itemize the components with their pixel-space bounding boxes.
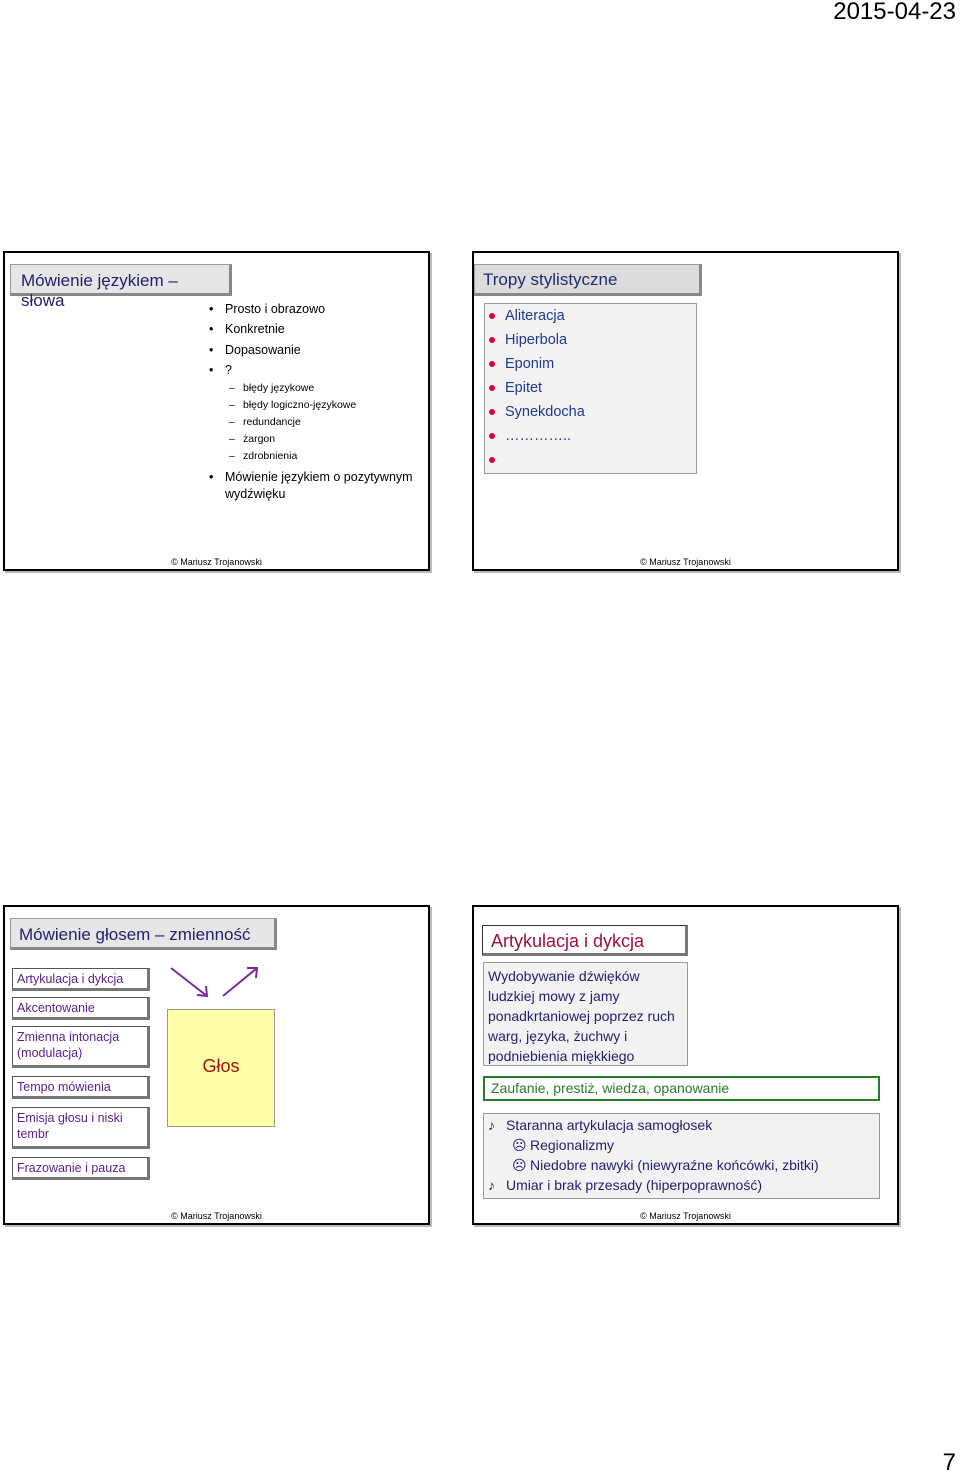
music-note-icon: ♪ (488, 1177, 495, 1193)
arrows-diagram (165, 962, 265, 1002)
slide-words (3, 251, 430, 571)
list-item: ☹ Niedobre nawyki (niewyraźne końcówki, zbitki) (512, 1157, 819, 1173)
dash-icon: – (229, 382, 235, 394)
highlight-box: Zaufanie, prestiż, wiedza, opanowanie (483, 1076, 880, 1101)
bullet-dot-icon (489, 457, 495, 463)
slide-title: Mówienie językiem – słowa (10, 264, 232, 296)
list-item: Hiperbola (505, 332, 567, 348)
voice-aspect-box: Frazowanie i pauza (12, 1157, 150, 1180)
bullet-dot-icon (489, 385, 495, 391)
bullet-item: • Mówienie językiem o pozytywnym (209, 470, 413, 484)
bullet-item: • Konkretnie (209, 322, 285, 336)
bullet-dot-icon (489, 337, 495, 343)
bullet-item-continued: wydźwięku (225, 487, 286, 501)
list-item: Eponim (505, 356, 554, 372)
dash-icon: – (229, 433, 235, 445)
voice-center-box: Głos (167, 1009, 275, 1127)
voice-aspect-box: Akcentowanie (12, 997, 150, 1020)
list-item: ………….. (505, 428, 571, 444)
list-item: Synekdocha (505, 404, 585, 420)
bullet-dot-icon: • (209, 302, 214, 316)
slide-tropes (472, 251, 899, 571)
sad-face-icon: ☹ (512, 1157, 527, 1173)
page-number: 7 (942, 1449, 956, 1476)
bullet-dot-icon (489, 361, 495, 367)
arrow-down-right-icon (171, 968, 207, 996)
bullet-dot-icon: • (209, 343, 214, 357)
bullet-dot-icon (489, 313, 495, 319)
bullet-dot-icon: • (209, 322, 214, 336)
dash-icon: – (229, 399, 235, 411)
voice-aspect-box: Zmienna intonacja (modulacja) (12, 1026, 150, 1068)
bullet-dot-icon: • (209, 470, 214, 484)
slide-footer: © Mariusz Trojanowski (640, 1211, 731, 1221)
sad-face-icon: ☹ (512, 1137, 527, 1153)
page-date: 2015-04-23 (833, 0, 956, 25)
bullet-dot-icon (489, 433, 495, 439)
sub-item: – błędy logiczno-językowe (229, 399, 357, 411)
list-item: ♪ Staranna artykulacja samogłosek (488, 1117, 713, 1133)
sub-item: – redundancje (229, 416, 301, 428)
list-item: Epitet (505, 380, 542, 396)
bullet-dot-icon: • (209, 363, 214, 377)
definition-box: Wydobywanie dźwięków ludzkiej mowy z jamy ponadkrtaniowej poprzez ruch warg, języka, żuchwy i podniebienia miękkiego (483, 962, 688, 1066)
slide-title: Mówienie głosem – zmienność (10, 918, 277, 950)
sub-item: – błędy językowe (229, 382, 315, 394)
slide-articulation (472, 905, 899, 1225)
list-item: ♪ Umiar i brak przesady (hiperpoprawność) (488, 1177, 762, 1193)
arrow-up-right-icon (223, 968, 257, 996)
slide-title: Artykulacja i dykcja (482, 925, 688, 956)
dash-icon: – (229, 450, 235, 462)
music-note-icon: ♪ (488, 1117, 495, 1133)
tropes-box (484, 303, 697, 474)
sub-item: – żargon (229, 433, 276, 445)
dash-icon: – (229, 416, 235, 428)
bullet-item: • Dopasowanie (209, 343, 301, 357)
list-item: Aliteracja (505, 308, 565, 324)
bullet-dot-icon (489, 409, 495, 415)
slide-voice (3, 905, 430, 1225)
slide-title: Tropy stylistyczne (474, 264, 702, 296)
sub-item: – zdrobnienia (229, 450, 298, 462)
voice-aspect-box: Emisja głosu i niski tembr (12, 1107, 150, 1149)
voice-aspect-box: Artykulacja i dykcja (12, 968, 150, 991)
slide-footer: © Mariusz Trojanowski (171, 557, 262, 567)
tips-box (483, 1113, 880, 1199)
voice-aspect-box: Tempo mówienia (12, 1076, 150, 1099)
slide-footer: © Mariusz Trojanowski (640, 557, 731, 567)
bullet-item: • ? (209, 363, 232, 377)
slide-footer: © Mariusz Trojanowski (171, 1211, 262, 1221)
list-item: ☹ Regionalizmy (512, 1137, 615, 1153)
bullet-item: • Prosto i obrazowo (209, 302, 326, 316)
